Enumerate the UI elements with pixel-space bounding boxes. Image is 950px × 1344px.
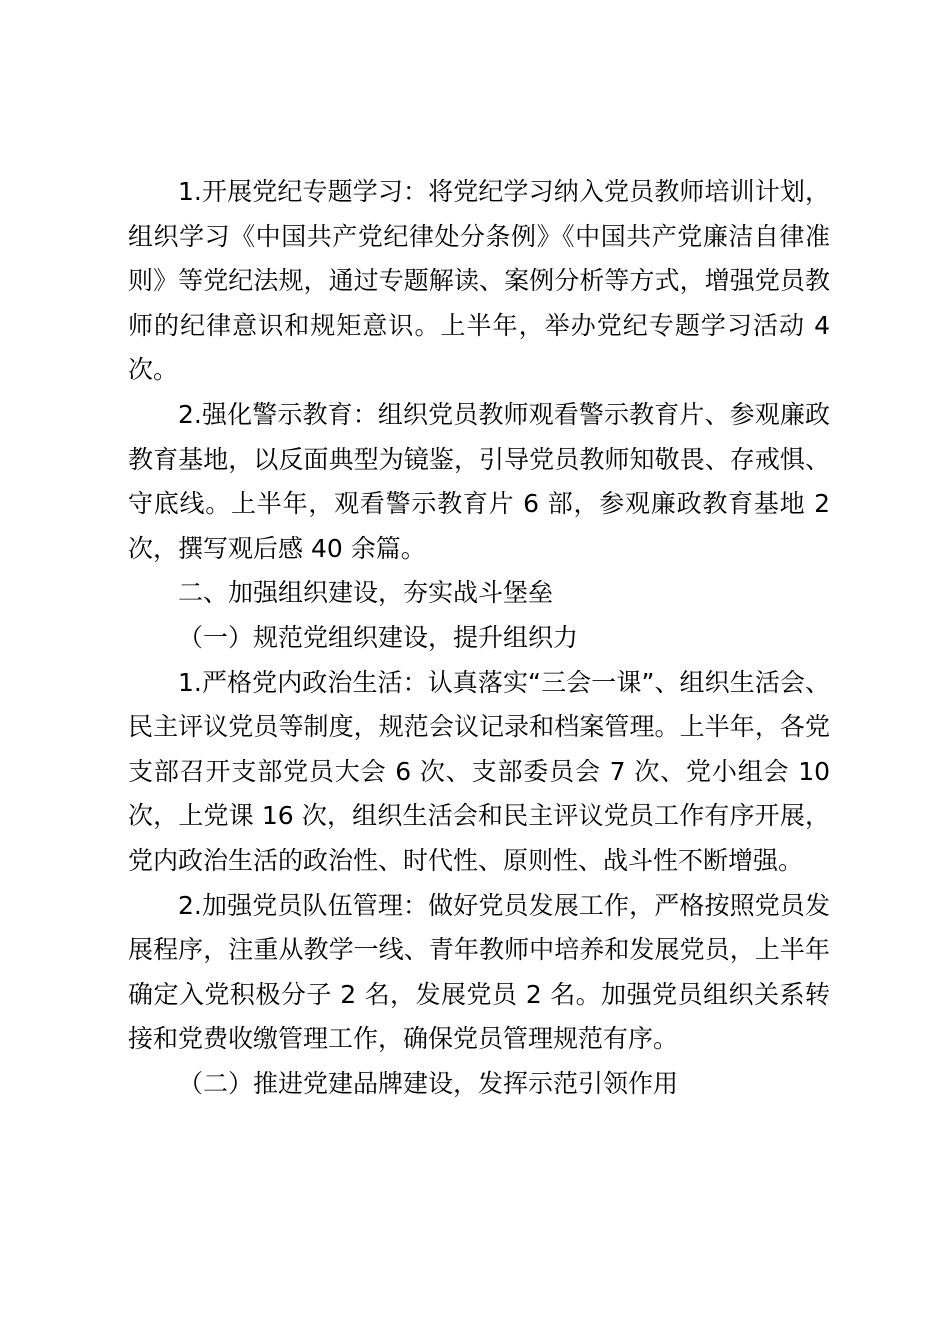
section-heading-organization: 二、加强组织建设，夯实战斗堡垒 <box>178 578 554 608</box>
paragraph-member-management: 2.加强党员队伍管理：做好党员发展工作，严格按照党员发展程序，注重从教学一线、青年教师中培养和发展党员，上半年确定入党积极分子 2 名，发展党员 2 名。加强党员组织关系转接和党费收缴管理工作，确保党员管理规范有序。 <box>128 890 830 1054</box>
paragraph-political-life: 1.严格党内政治生活：认真落实“三会一课”、组织生活会、民主评议党员等制度，规范会议记录和档案管理。上半年，各党支部召开支部党员大会 6 次、支部委员会 7 次、党小组会 10 次，上党课 16 次，组织生活会和民主评议党员工作有序开展，党内政治生活的政治性、时代性、原则性、战斗性不断增强。 <box>128 667 830 875</box>
subsection-heading-standardize: （一）规范党组织建设，提升组织力 <box>178 622 579 652</box>
paragraph-discipline-study: 1.开展党纪专题学习：将党纪学习纳入党员教师培训计划，组织学习《中国共产党纪律处分条例》《中国共产党廉洁自律准则》等党纪法规，通过专题解读、案例分析等方式，增强党员教师的纪律意识和规矩意识。上半年，举办党纪专题学习活动 4 次。 <box>128 177 830 385</box>
document-body <box>128 170 830 1106</box>
paragraph-warning-education: 2.强化警示教育：组织党员教师观看警示教育片、参观廉政教育基地，以反面典型为镜鉴，引导党员教师知敬畏、存戒惧、守底线。上半年，观看警示教育片 6 部，参观廉政教育基地 2 次，撰写观后感 40 余篇。 <box>128 399 830 563</box>
subsection-heading-brand: （二）推进党建品牌建设，发挥示范引领作用 <box>178 1068 679 1098</box>
